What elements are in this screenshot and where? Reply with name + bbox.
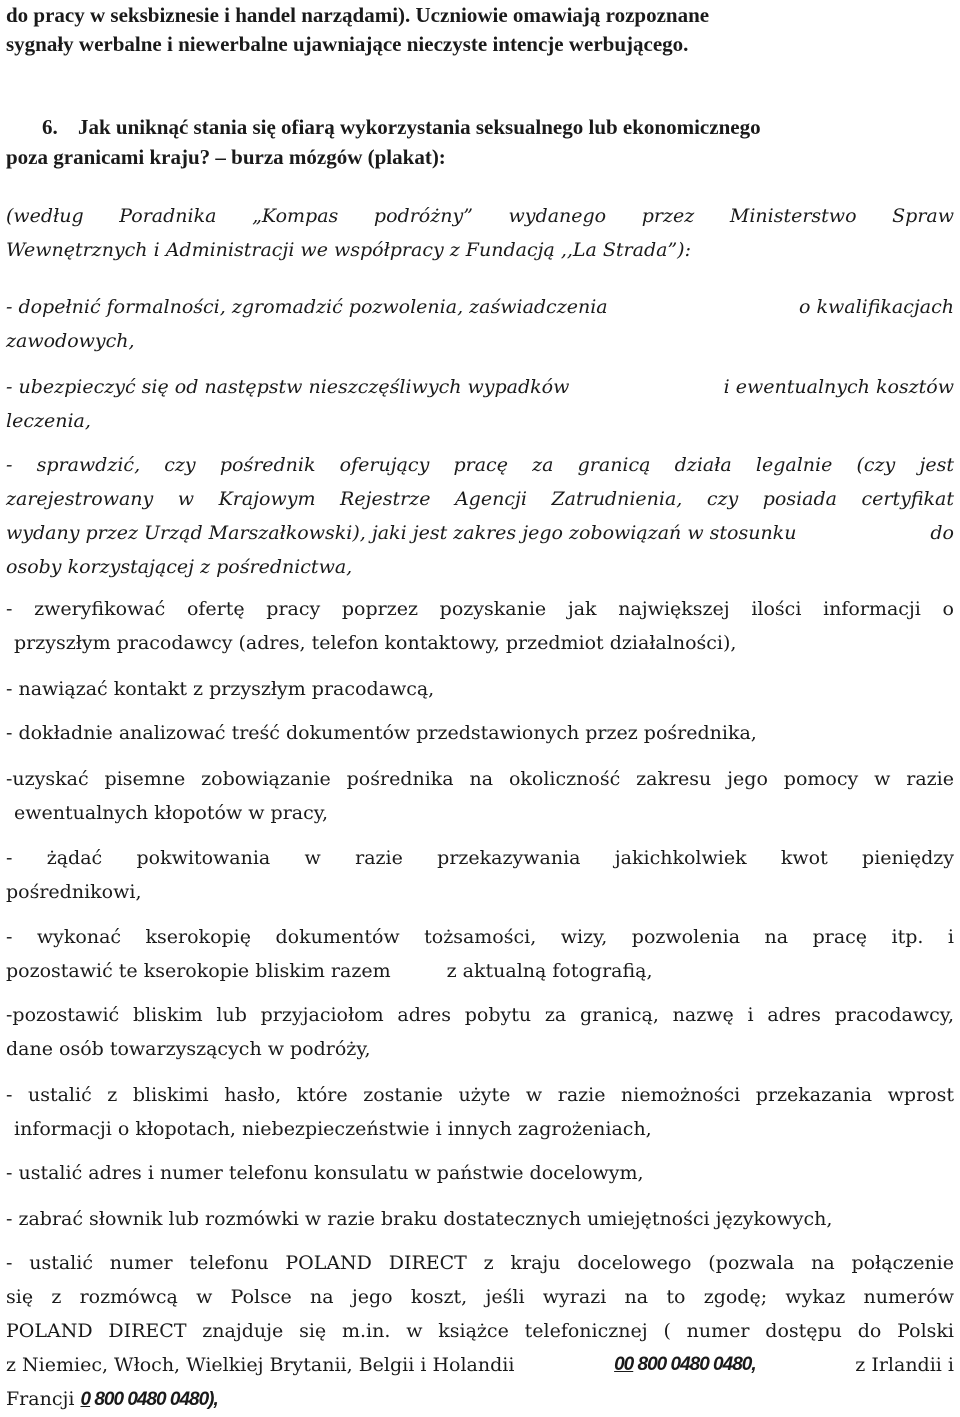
section-6-line-1 [6,112,956,142]
list-item-line [6,1382,954,1417]
list-item-copies [6,920,954,988]
list-item-line [6,1348,954,1382]
list-item-text: - ubezpieczyć się od następstw nieszczęśliwych wypadków [6,376,570,398]
list-item-insurance [6,370,954,438]
section-6-text-1: Jak uniknąć stania się ofiarą wykorzystania seksualnego lub ekonomicznego [78,115,761,139]
list-item-text: Francji [6,1388,75,1410]
list-item-line: pośrednikowi, [6,881,142,903]
list-item-contact-employer [6,672,954,706]
list-item-line: zawodowych, [6,330,135,352]
intro-line-1: do pracy w seksbiznesie i handel narządami). Uczniowie omawiają rozpoznane [6,3,710,27]
source-note-line-1: (według Poradnika „Kompas podróżny” wydanego przez Ministerstwo Spraw [6,205,954,227]
phone-number-europe [614,1348,756,1382]
list-item-line: przyszłym pracodawcy (adres, telefon kontaktowy, przedmiot działalności), [14,632,737,654]
list-item-line: - dokładnie analizować treść dokumentów przedstawionych przez pośrednika, [6,722,757,744]
list-item-line: się z rozmówcą w Polsce na jego koszt, jeśli wyrazi na to zgodę; wykaz numerów [6,1286,954,1308]
phone-prefix: 0 [80,1389,91,1410]
list-item-line: - ustalić adres i numer telefonu konsulatu w państwie docelowym, [6,1162,644,1184]
list-item-text: z Irlandii i [855,1354,954,1376]
list-item-line: osoby korzystającej z pośrednictwa, [6,556,353,578]
list-item-receipt [6,841,954,909]
list-item-dictionary [6,1202,954,1236]
list-item-line [6,290,954,324]
list-item-check-agent [6,448,954,584]
list-item-consulate [6,1156,954,1190]
list-item-line: leczenia, [6,410,91,432]
list-item-text: o kwalifikacjach [799,296,954,318]
list-item-line: ewentualnych kłopotów w pracy, [14,802,329,824]
list-item-line: POLAND DIRECT znajduje się m.in. w książce telefonicznej ( numer dostępu do Polski [6,1320,954,1342]
list-item-line: dane osób towarzyszących w podróży, [6,1038,371,1060]
list-item-text: pozostawić te kserokopie bliskim razem [6,960,391,982]
list-item-line [6,370,954,404]
phone-prefix: 00 [614,1354,634,1375]
list-item-line: - żądać pokwitowania w razie przekazywania jakichkolwiek kwot pieniędzy [6,847,954,869]
list-item-analyze-documents [6,716,954,750]
phone-digits: 800 0480 0480, [633,1354,756,1375]
list-item-leave-address [6,998,954,1066]
list-item-verify-offer [6,592,954,660]
list-item-line: - wykonać kserokopię dokumentów tożsamości, wizy, pozwolenia na pracę itp. i [6,926,954,948]
list-item-line [6,954,954,988]
list-item-text: wydany przez Urząd Marszałkowski), jaki jest zakres jego zobowiązań w stosunku [6,522,797,544]
list-item-line: -uzyskać pisemne zobowiązanie pośrednika na okoliczność zakresu jego pomocy w razie [6,768,954,790]
list-item-line: zarejestrowany w Krajowym Rejestrze Agencji Zatrudnienia, czy posiada certyfikat [6,488,954,510]
list-item-text: i ewentualnych kosztów [723,376,954,398]
list-item-line: - nawiązać kontakt z przyszłym pracodawcą, [6,678,435,700]
list-item-poland-direct [6,1246,954,1417]
list-item-line: -pozostawić bliskim lub przyjaciołom adres pobytu za granicą, nazwę i adres pracodawcy, [6,1004,954,1026]
source-note-line-2: Wewnętrznych i Administracji we współpracy z Fundacją ,,La Strada”): [6,239,691,261]
phone-number-ireland-france [81,1389,218,1410]
list-item-text: z aktualną fotografią, [446,960,653,982]
list-item-line: - zweryfikować ofertę pracy poprzez pozyskanie jak największej ilości informacji o [6,598,954,620]
phone-digits: 800 0480 0480), [90,1389,218,1410]
list-item-written-commitment [6,762,954,830]
list-item-line: - zabrać słownik lub rozmówki w razie braku dostatecznych umiejętności językowych, [6,1208,833,1230]
list-item-line: - ustalić numer telefonu POLAND DIRECT z kraju docelowego (pozwala na połączenie [6,1252,954,1274]
section-6-line-2: poza granicami kraju? – burza mózgów (plakat): [6,145,446,169]
source-note [6,199,954,267]
list-item-text: - dopełnić formalności, zgromadzić pozwolenia, zaświadczenia [6,296,608,318]
list-item-text: do [930,522,954,544]
intro-line-2: sygnały werbalne i niewerbalne ujawniające nieczyste intencje werbującego. [6,32,689,56]
list-item-text: z Niemiec, Włoch, Wielkiej Brytanii, Belgii i Holandii [6,1354,515,1376]
list-item-line: - sprawdzić, czy pośrednik oferujący pracę za granicą działa legalnie (czy jest [6,454,954,476]
list-item-password [6,1078,954,1146]
list-item-line: informacji o kłopotach, niebezpieczeństwie i innych zagrożeniach, [14,1118,652,1140]
list-item-line [6,516,954,550]
list-item-formalities [6,290,954,358]
section-6-number: 6. [42,115,58,139]
list-item-line: - ustalić z bliskimi hasło, które zostanie użyte w razie niemożności przekazania wprost [6,1084,954,1106]
